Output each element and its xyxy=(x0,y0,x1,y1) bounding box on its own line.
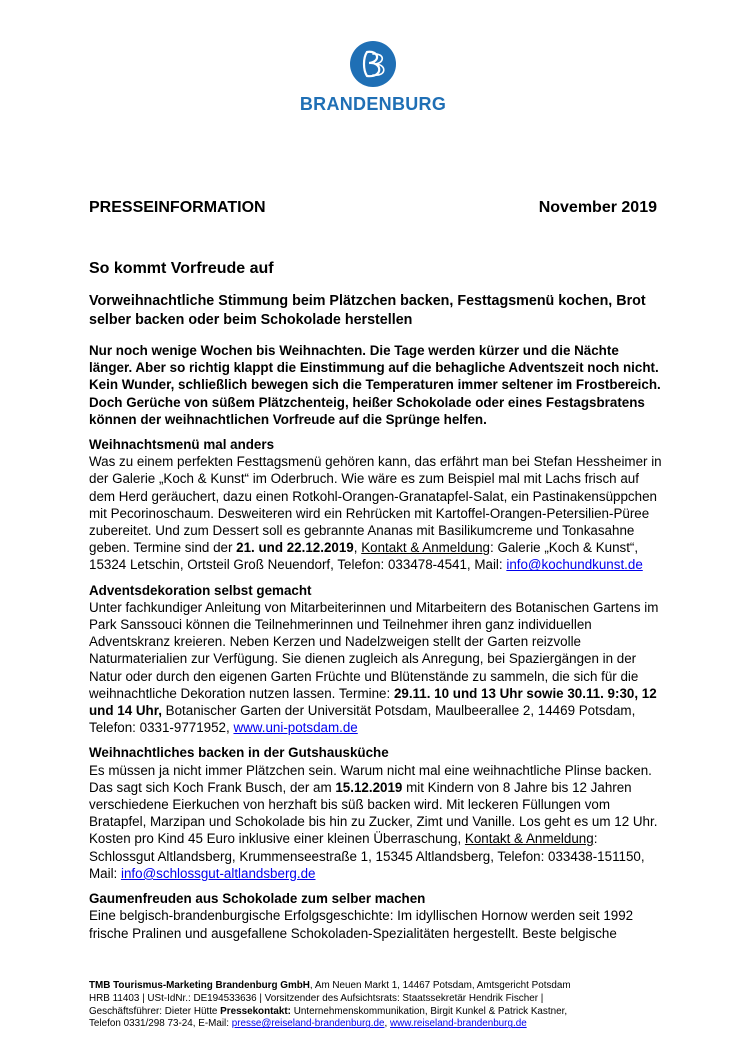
section-heading: Adventsdekoration selbst gemacht xyxy=(89,582,312,598)
document-header xyxy=(89,199,657,217)
brand-logo xyxy=(290,40,456,115)
contact-label: Kontakt & Anmeldung xyxy=(361,540,491,556)
email-link[interactable]: info@kochundkunst.de xyxy=(506,557,643,573)
page-title: So kommt Vorfreude auf xyxy=(89,260,274,277)
brand-name: BRANDENBURG xyxy=(299,94,447,114)
footer-company: TMB Tourismus-Marketing Brandenburg GmbH xyxy=(89,980,310,991)
section-backen: Weihnachtliches backen in der Gutshausküche Es müssen ja nicht immer Plätzchen sein. Warum nicht mal eine weihnachtliche Plinse backen. Das sagt sich Koch Frank Busch, der am 15.12.2019 mit Kindern von 8 Jahre bis 12 Jahren verschiedene Eierkuchen von herzhaft bis süß backen wird. Mit leckeren Füllungen vom Bratapfel, Marzipan und Schokolade bis hin zu Zucker, Zimt und Vanille. Los geht es um 12 Uhr. Kosten pro Kind 45 Euro inklusive einer kleinen Überraschung, Kontakt & Anmeldung: Schlossgut Altlandsberg, Krummenseestraße 1, 15345 Altlandsberg, Telefon: 033438-151150, Mail: info@schlossgut-altlandsberg.de xyxy=(89,744,663,882)
section-schokolade: Gaumenfreuden aus Schokolade zum selber machen Eine belgisch-brandenburgische Erfolgsgeschichte: Im idyllischen Hornow werden seit 1992 frische Pralinen und ausgefallene Schokoladen-Spezialitäten hergestellt. Beste belgische xyxy=(89,890,663,942)
bb-monogram-icon xyxy=(349,40,397,88)
lead-paragraph: Nur noch wenige Wochen bis Weihnachten. Die Tage werden kürzer und die Nächte länger. Aber so richtig klappt die Einstimmung auf die behagliche Adventszeit noch nicht. Kein Wunder, schließlich bewegen sich die Temperaturen immer seltener im Frostbereich. Doch Gerüche von süßem Plätzchenteig, heißer Schokolade oder eines Festagsbratens können der weihnachtlichen Vorfreude auf die Sprünge helfen. xyxy=(89,343,661,427)
doc-type-label: PRESSEINFORMATION xyxy=(89,199,266,216)
press-email-link[interactable]: presse@reiseland-brandenburg.de xyxy=(231,1018,385,1030)
email-link[interactable]: info@schlossgut-altlandsberg.de xyxy=(121,865,316,881)
section-heading: Weihnachtliches backen in der Gutshausküche xyxy=(89,745,389,761)
doc-date: November 2019 xyxy=(538,199,657,216)
section-heading: Weihnachtsmenü mal anders xyxy=(89,437,275,453)
press-contact-label: Pressekontakt: xyxy=(220,1005,291,1017)
section-menu: Weihnachtsmenü mal anders Was zu einem perfekten Festtagsmenü gehören kann, das erfährt man bei Stefan Hessheimer in der Galerie „Koch & Kunst“ im Oderbruch. Wie wäre es zum Beispiel mal mit Lachs frisch auf dem Herd geräuchert, dazu einen Rotkohl-Orangen-Granatapfel-Salat, ein Pastinakensüppchen mit Pecorinoschaum. Desweiteren wird ein Rehrücken mit Kartoffel-Orangen-Petersilien-Püree zubereitet. Und zum Dessert soll es gebrannte Ananas mit Basilikumcreme und Tonkasahne geben. Termine sind der 21. und 22.12.2019, Kontakt & Anmeldung: Galerie „Koch & Kunst“, 15324 Letschin, Ortsteil Groß Neuendorf, Telefon: 033478-4541, Mail: info@kochundkunst.de xyxy=(89,437,662,573)
contact-label: Kontakt & Anmeldung xyxy=(464,831,594,847)
footer-line-4: Telefon 0331/298 73-24, E-Mail: presse@reiseland-brandenburg.de, www.reiseland-brandenburg.de xyxy=(89,1018,527,1030)
footer-line-3: Geschäftsführer: Dieter Hütte Pressekontakt: Unternehmenskommunikation, Birgit Kunkel & Patrick Kastner, xyxy=(89,1005,568,1017)
page-subtitle: Vorweihnachtliche Stimmung beim Plätzchen backen, Festtagsmenü kochen, Brot selber backen oder beim Schokolade herstellen xyxy=(89,293,646,328)
section-advent: Adventsdekoration selbst gemacht Unter fachkundiger Anleitung von Mitarbeiterinnen und Mitarbeitern des Botanischen Gartens im Park Sanssouci können die Teilnehmerinnen und Teilnehmer ihren ganz individuellen Adventskranz kreieren. Neben Kerzen und Nadelzweigen stellt der Garten reizvolle Naturmaterialien zur Verfügung. Sie dienen zugleich als Anregung, bei Spaziergängen in der Natur oder durch den eigenen Garten Früchte und Blütenstände zu sammeln, die sich für die weihnachtliche Dekoration nutzen lassen. Termine: 29.11. 10 und 13 Uhr sowie 30.11. 9:30, 12 und 14 Uhr, Botanischer Garten der Universität Potsdam, Maulbeerallee 2, 14469 Potsdam, Telefon: 0331-9771952, www.uni-potsdam.de xyxy=(89,582,663,737)
footer-line-2: HRB 11403 | USt-IdNr.: DE194533636 | Vorsitzender des Aufsichtsrats: Staatssekretär Hendrik Fischer | xyxy=(89,992,544,1004)
section-heading: Gaumenfreuden aus Schokolade zum selber machen xyxy=(89,891,426,907)
article-body xyxy=(89,342,663,950)
footer-line-1: TMB Tourismus-Marketing Brandenburg GmbH, Am Neuen Markt 1, 14467 Potsdam, Amtsgericht Potsdam xyxy=(89,980,571,991)
footer xyxy=(89,980,669,1031)
website-link[interactable]: www.reiseland-brandenburg.de xyxy=(390,1018,527,1030)
website-link[interactable]: www.uni-potsdam.de xyxy=(233,720,358,736)
